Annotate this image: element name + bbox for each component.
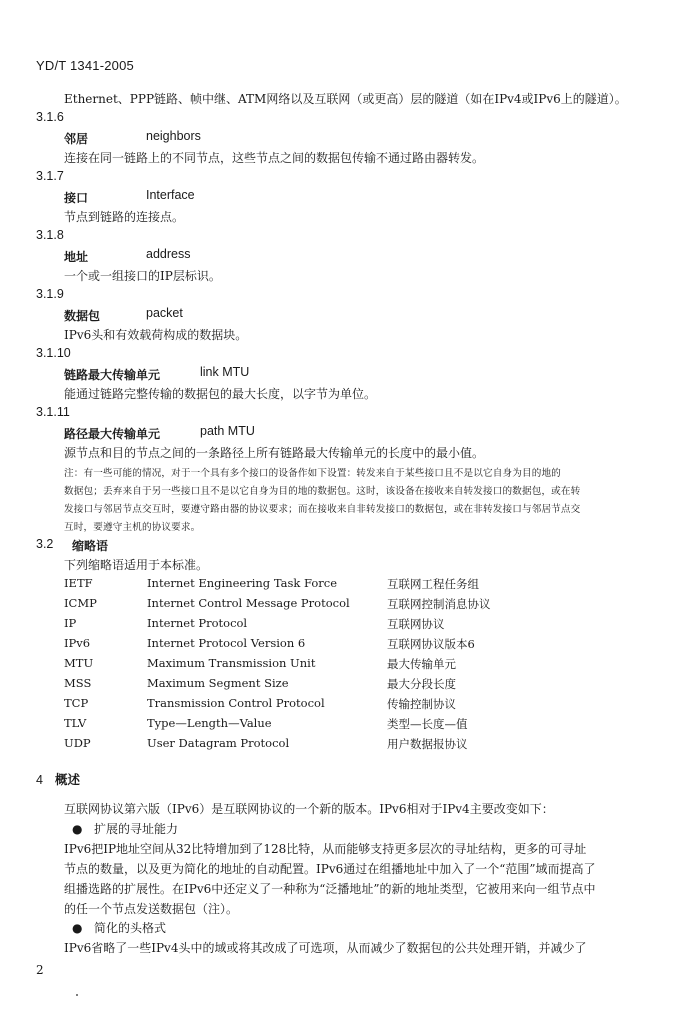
bullet-item bbox=[72, 820, 178, 837]
term-chinese: 接口 bbox=[64, 191, 89, 205]
paragraph-line: 的任一个节点发送数据包（注）。 bbox=[64, 902, 239, 916]
abbr-code: IP bbox=[64, 616, 77, 630]
intro-line: Ethernet、PPP链路、帧中继、ATM网络以及互联网（或更高）层的隧道（如在IPv4或IPv6上的隧道）。 bbox=[64, 92, 627, 106]
abbr-full: User Datagram Protocol bbox=[147, 736, 290, 750]
bullet-icon: ● bbox=[72, 921, 83, 935]
term-english: path MTU bbox=[200, 424, 255, 438]
term-number: 3.1.8 bbox=[36, 228, 64, 242]
term-number: 3.1.6 bbox=[36, 110, 64, 124]
bullet-text: 简化的头格式 bbox=[94, 921, 167, 935]
abbr-full: Internet Control Message Protocol bbox=[147, 596, 350, 610]
abbr-chinese: 互联网协议 bbox=[387, 617, 445, 631]
abbr-code: TLV bbox=[64, 716, 87, 730]
abbr-chinese: 类型—长度—值 bbox=[387, 717, 468, 731]
term-definition: 一个或一组接口的IP层标识。 bbox=[64, 269, 221, 283]
abbr-full: Internet Engineering Task Force bbox=[147, 576, 337, 590]
paragraph-line: IPv6把IP地址空间从32比特增加到了128比特，从而能够支持更多层次的寻址结构，更多的可寻址 bbox=[64, 842, 587, 856]
abbr-chinese: 最大分段长度 bbox=[387, 677, 456, 691]
table-row bbox=[0, 736, 692, 754]
table-row bbox=[0, 716, 692, 734]
note-line: 发接口与邻居节点交互时，要遵守路由器的协议要求；而在接收来自非转发接口的数据包，或在非转发接口与邻居节点交 bbox=[64, 504, 581, 515]
term-english: link MTU bbox=[200, 365, 250, 379]
abbr-chinese: 互联网工程任务组 bbox=[387, 577, 479, 591]
term-number: 3.1.7 bbox=[36, 169, 64, 183]
term-english: neighbors bbox=[146, 129, 201, 143]
bullet-icon: ● bbox=[72, 822, 83, 836]
abbr-code: IETF bbox=[64, 576, 93, 590]
table-row bbox=[0, 676, 692, 694]
section-number: 3.2 bbox=[36, 537, 54, 551]
abbr-code: ICMP bbox=[64, 596, 97, 610]
table-row bbox=[0, 616, 692, 634]
scan-speck bbox=[76, 994, 78, 996]
abbr-full: Maximum Segment Size bbox=[147, 676, 289, 690]
abbr-code: MTU bbox=[64, 656, 94, 670]
abbr-chinese: 传输控制协议 bbox=[387, 697, 456, 711]
page-number: 2 bbox=[36, 963, 44, 977]
term-chinese: 数据包 bbox=[64, 309, 101, 323]
abbr-chinese: 用户数据报协议 bbox=[387, 737, 468, 751]
section-heading bbox=[36, 770, 80, 788]
term-definition: IPv6头和有效载荷构成的数据块。 bbox=[64, 328, 248, 342]
section-title: 概述 bbox=[54, 772, 80, 787]
table-row bbox=[0, 656, 692, 674]
term-chinese: 路径最大传输单元 bbox=[64, 427, 161, 441]
abbr-full: Internet Protocol Version 6 bbox=[147, 636, 306, 650]
note-line: 互时，要遵守主机的协议要求。 bbox=[64, 522, 201, 533]
bullet-text: 扩展的寻址能力 bbox=[94, 822, 179, 836]
abbr-full: Maximum Transmission Unit bbox=[147, 656, 316, 670]
table-row bbox=[0, 696, 692, 714]
term-definition: 连接在同一链路上的不同节点，这些节点之间的数据包传输不通过路由器转发。 bbox=[64, 151, 485, 165]
standard-id-header: YD/T 1341-2005 bbox=[36, 58, 134, 73]
section-intro: 互联网协议第六版（IPv6）是互联网协议的一个新的版本。IPv6相对于IPv4主要改变如下： bbox=[64, 802, 554, 816]
term-chinese: 链路最大传输单元 bbox=[64, 368, 161, 382]
term-number: 3.1.10 bbox=[36, 346, 71, 360]
abbr-code: UDP bbox=[64, 736, 91, 750]
term-chinese: 邻居 bbox=[64, 132, 89, 146]
term-number: 3.1.11 bbox=[36, 405, 70, 419]
term-chinese: 地址 bbox=[64, 250, 89, 264]
table-row bbox=[0, 636, 692, 654]
term-english: address bbox=[146, 247, 191, 261]
section-number: 4 bbox=[36, 773, 43, 787]
note-line: 注：有一些可能的情况，对于一个具有多个接口的设备作如下设置：转发来自于某些接口且不是以它自身为目的地的 bbox=[64, 468, 561, 479]
table-row bbox=[0, 576, 692, 594]
term-definition: 能通过链路完整传输的数据包的最大长度，以字节为单位。 bbox=[64, 387, 377, 401]
abbr-full: Internet Protocol bbox=[147, 616, 248, 630]
abbr-chinese: 互联网协议版本6 bbox=[387, 637, 475, 651]
paragraph-line: 组播选路的扩展性。在IPv6中还定义了一种称为“泛播地址”的新的地址类型，它被用来向一组节点中 bbox=[64, 882, 596, 896]
term-english: Interface bbox=[146, 188, 195, 202]
term-english: packet bbox=[146, 306, 183, 320]
abbr-code: IPv6 bbox=[64, 636, 91, 650]
term-number: 3.1.9 bbox=[36, 287, 64, 301]
note-line: 数据包；丢弃来自于另一些接口且不是以它自身为目的地的数据包。这时，该设备在接收来自转发接口的数据包，或在转 bbox=[64, 486, 581, 497]
term-definition: 源节点和目的节点之间的一条路径上所有链路最大传输单元的长度中的最小值。 bbox=[64, 446, 485, 460]
bullet-item bbox=[72, 919, 166, 936]
table-row bbox=[0, 596, 692, 614]
abbr-full: Type—Length—Value bbox=[147, 716, 272, 730]
paragraph-line: 节点的数量，以及更为简化的地址的自动配置。IPv6通过在组播地址中加入了一个“范围”域而提高了 bbox=[64, 862, 596, 876]
abbr-code: MSS bbox=[64, 676, 92, 690]
abbr-chinese: 互联网控制消息协议 bbox=[387, 597, 491, 611]
abbr-code: TCP bbox=[64, 696, 89, 710]
paragraph-line: IPv6省略了一些IPv4头中的域或将其改成了可选项，从而减少了数据包的公共处理开销，并减少了 bbox=[64, 941, 587, 955]
abbr-intro: 下列缩略语适用于本标准。 bbox=[64, 558, 209, 572]
abbr-full: Transmission Control Protocol bbox=[147, 696, 325, 710]
term-definition: 节点到链路的连接点。 bbox=[64, 210, 185, 224]
abbr-chinese: 最大传输单元 bbox=[387, 657, 456, 671]
section-title: 缩略语 bbox=[72, 539, 109, 553]
